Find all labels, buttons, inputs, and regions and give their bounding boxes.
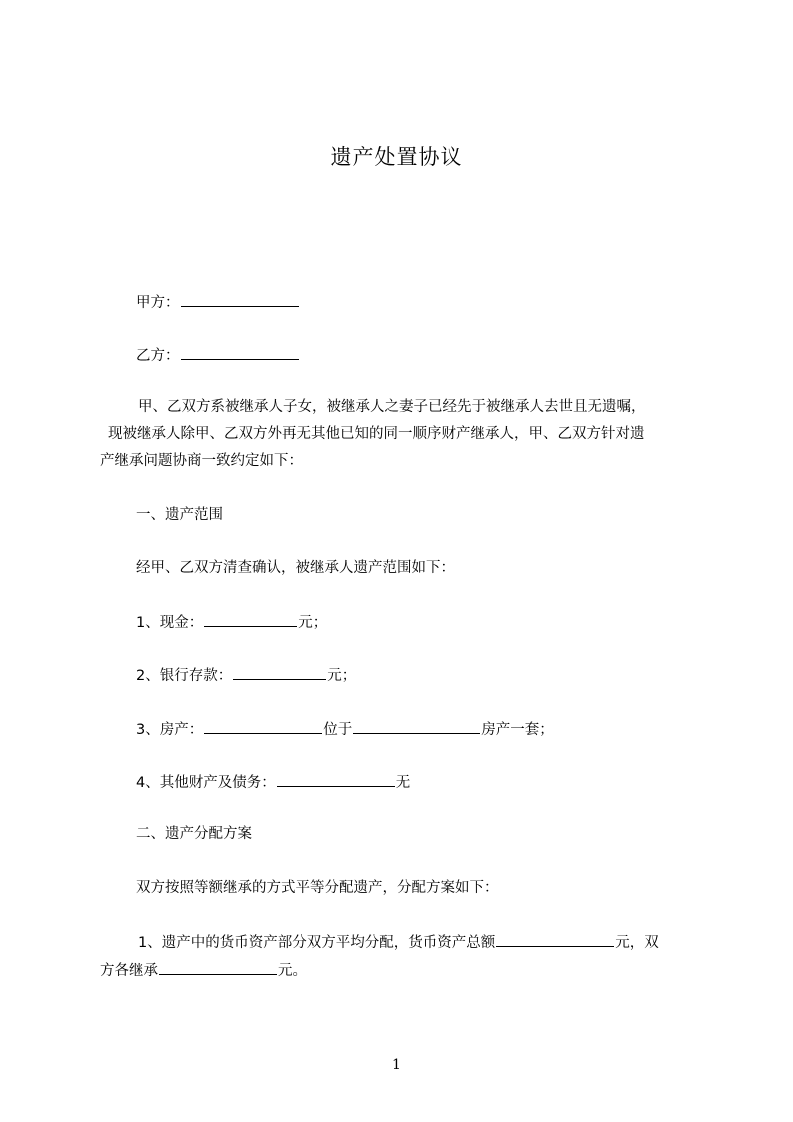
bank-amount-blank[interactable] — [233, 664, 326, 680]
item-bank-suffix: 元； — [327, 668, 357, 684]
item-property-label: 3、房产： — [136, 722, 204, 738]
section-1-intro: 经甲、乙双方清查确认，被继承人遗产范围如下： — [136, 560, 455, 576]
item-other-suffix: 无 — [395, 775, 411, 791]
each-share-blank[interactable] — [159, 959, 277, 975]
section-2-intro: 双方按照等额继承的方式平等分配遗产，分配方案如下： — [136, 880, 499, 896]
item-other — [136, 771, 410, 793]
clause-1-part2: 元，双 — [615, 935, 659, 951]
party-b-line — [136, 344, 300, 366]
other-property-blank[interactable] — [277, 771, 395, 787]
item-property — [136, 718, 554, 740]
item-cash — [136, 611, 327, 633]
clause-1-line-1 — [138, 931, 659, 953]
section-1-heading: 一、遗产范围 — [136, 507, 223, 523]
property-blank[interactable] — [204, 718, 322, 734]
item-cash-suffix: 元； — [298, 615, 328, 631]
item-property-middle: 位于 — [323, 722, 353, 738]
page-number: 1 — [392, 1057, 401, 1073]
intro-line-1: 甲、乙双方系被继承人子女，被继承人之妻子已经先于被继承人去世且无遗嘱， — [138, 399, 646, 415]
section-2-heading: 二、遗产分配方案 — [136, 826, 252, 842]
item-property-suffix: 房产一套； — [481, 722, 554, 738]
party-b-blank[interactable] — [181, 344, 299, 360]
item-bank-deposit — [136, 664, 356, 686]
intro-line-2: 现被继承人除甲、乙双方外再无其他已知的同一顺序财产继承人，甲、乙双方针对遗 — [108, 426, 645, 442]
property-location-blank[interactable] — [353, 718, 480, 734]
party-a-line — [136, 291, 300, 313]
party-a-label: 甲方： — [136, 295, 180, 311]
clause-1-line-2 — [100, 959, 307, 981]
clause-1-part1: 1、遗产中的货币资产部分双方平均分配，货币资产总额 — [138, 935, 496, 951]
monetary-total-blank[interactable] — [496, 931, 614, 947]
intro-line-3: 产继承问题协商一致约定如下： — [100, 453, 303, 469]
party-b-label: 乙方： — [136, 348, 180, 364]
item-bank-label: 2、银行存款： — [136, 668, 233, 684]
item-other-label: 4、其他财产及债务： — [136, 775, 276, 791]
item-cash-label: 1、现金： — [136, 615, 204, 631]
clause-1-part4: 元。 — [278, 963, 307, 979]
clause-1-part3: 方各继承 — [100, 963, 158, 979]
cash-amount-blank[interactable] — [204, 611, 297, 627]
document-title: 遗产处置协议 — [330, 145, 463, 169]
party-a-blank[interactable] — [181, 291, 299, 307]
